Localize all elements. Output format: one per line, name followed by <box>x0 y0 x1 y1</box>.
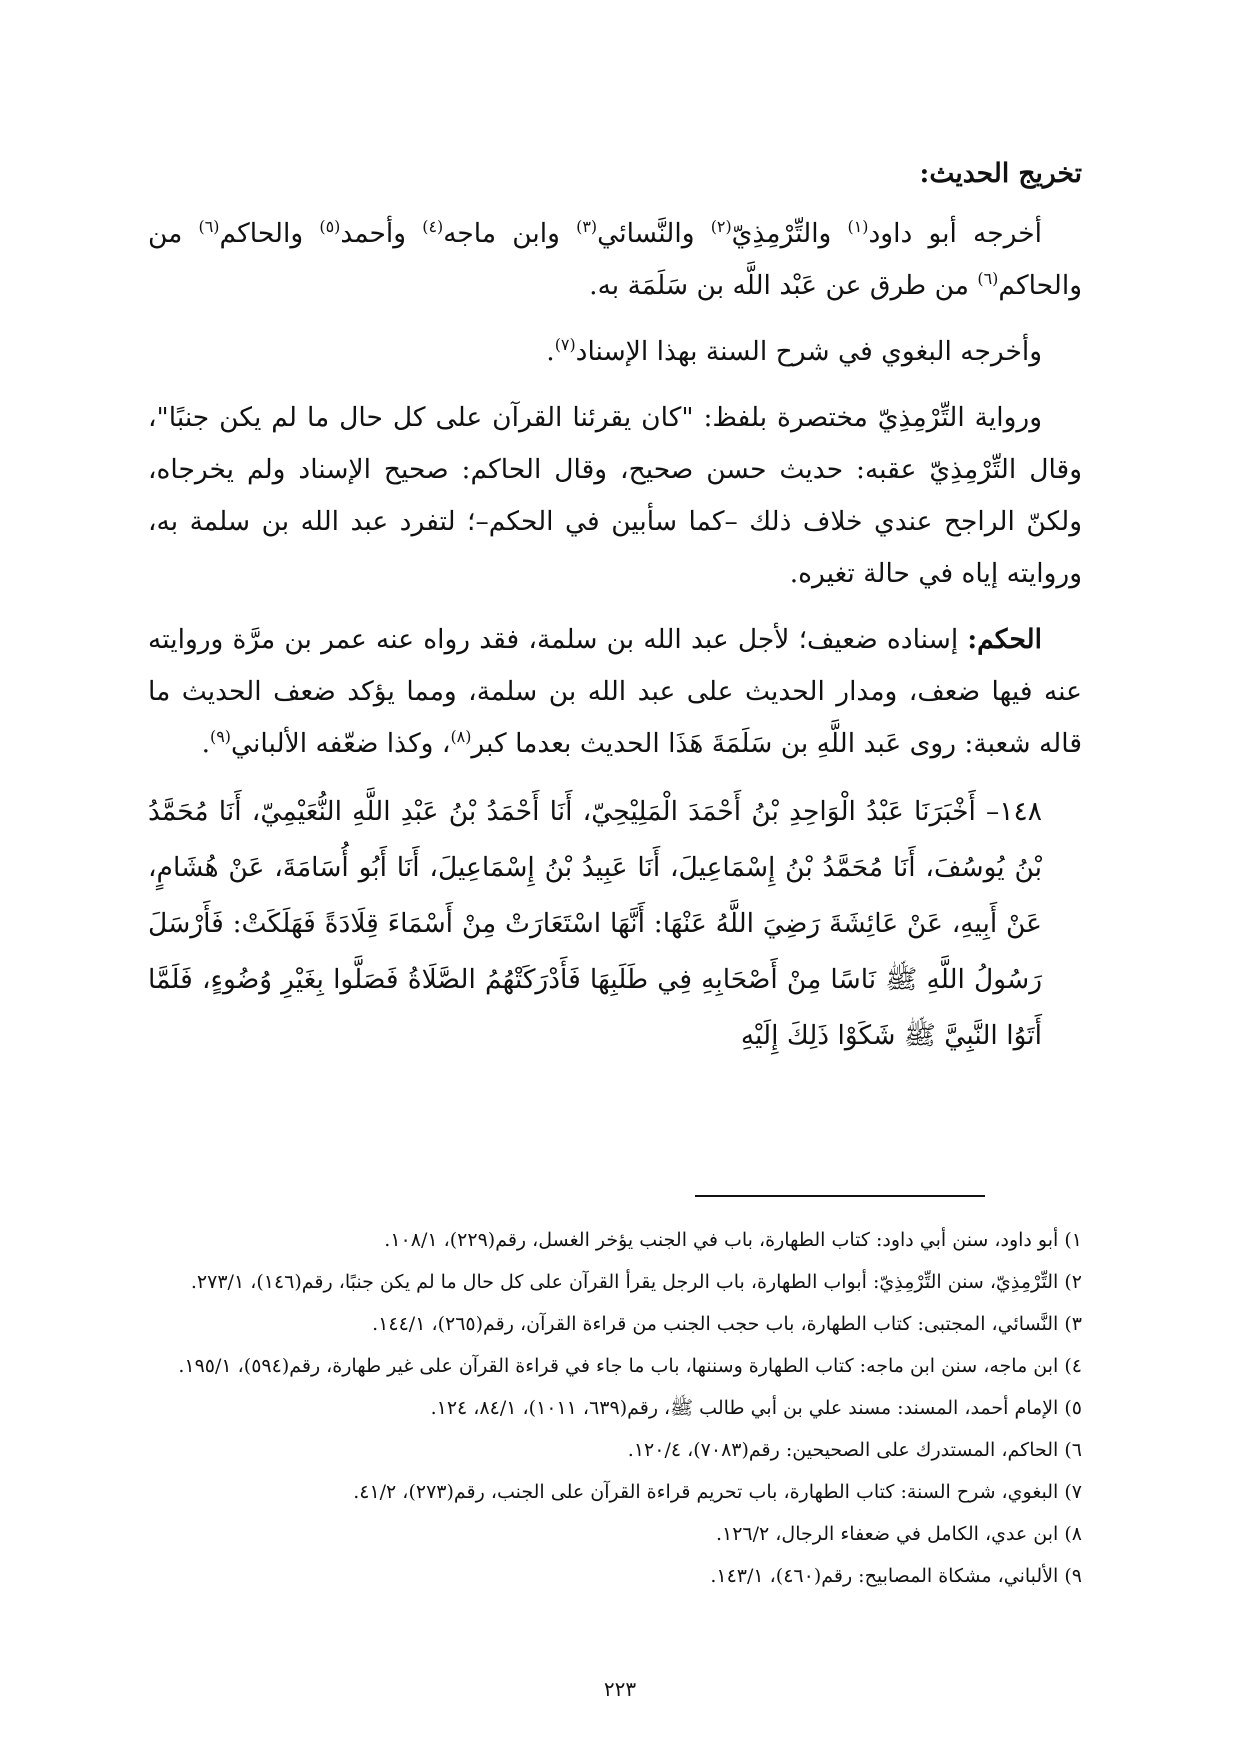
footnote-2: ٢) التِّرْمِذِيّ، سنن التِّرْمِذِيّ: أبواب الطهارة، باب الرجل يقرأ القرآن على كل حال ما لم يكن جنبًا، رقم(١٤٦)، ٢٧٣/١. <box>190 1271 1082 1293</box>
footnote-ref[interactable]: (٦) <box>977 269 999 289</box>
footnote-3: ٣) النَّسائي، المجتبى: كتاب الطهارة، باب حجب الجنب من قراءة القرآن، رقم(٢٦٥)، ١٤٤/١. <box>372 1313 1082 1335</box>
footnote-ref[interactable]: (٥) <box>319 217 341 237</box>
footnote-ref[interactable]: (٨) <box>450 727 472 747</box>
footnote-9: ٩) الألباني، مشكاة المصابيح: رقم(٤٦٠)، ١٤٣/١. <box>710 1565 1082 1587</box>
tirmidhi-paragraph: ورواية التِّرْمِذِيّ مختصرة بلفظ: "كان يقرئنا القرآن على كل حال ما لم يكن جنبًا"، وقال التِّرْمِذِيّ عقبه: حديث حسن صحيح، وقال الحاكم: صحيح الإسناد ولم يخرجاه، ولكنّ الراجح عندي خلاف ذلك –كما سأبين في الحكم–؛ لتفرد عبد الله بن سلمة به، وروايته إياه في حالة تغيره. <box>148 402 1082 589</box>
footnote-ref[interactable]: (٣) <box>576 217 598 237</box>
footnote-ref[interactable]: (١) <box>847 217 869 237</box>
text-run: وابن ماجه <box>443 218 577 249</box>
footnote-ref[interactable]: (٦) <box>198 217 220 237</box>
text-run: إسناده ضعيف؛ لأجل عبد الله بن سلمة، فقد رواه عنه عمر بن مرَّة وروايته عنه فيها ضعف، ومدار الحديث على عبد الله بن سلمة، ومما يؤكد ضعف الحديث ما قاله شعبة: روى عَبد اللَّهِ بن سَلَمَةَ هَذَا الحديث بعدما كبر <box>148 624 1082 759</box>
ruling-paragraph <box>148 614 1082 770</box>
text-run: وأخرجه البغوي في شرح السنة بهذا الإسناد <box>575 336 1042 367</box>
text-run: ، وكذا ضعّفه الألباني <box>230 728 451 759</box>
text-run: . <box>546 336 555 367</box>
text-run: والنَّسائي <box>597 218 711 249</box>
section-heading: تخريج الحديث: <box>919 158 1082 189</box>
footnote-8: ٨) ابن عدي، الكامل في ضعفاء الرجال، ١٢٦/٢. <box>715 1523 1082 1545</box>
main-text <box>148 148 1082 1078</box>
footnote-1: ١) أبو داود، سنن أبي داود: كتاب الطهارة، باب في الجنب يؤخر الغسل، رقم(٢٢٩)، ١٠٨/١. <box>384 1229 1082 1251</box>
footnote-6: ٦) الحاكم، المستدرك على الصحيحين: رقم(٧٠٨٣)، ١٢٠/٤. <box>627 1439 1082 1461</box>
footnotes <box>148 1222 1082 1600</box>
text-run: من والحاكم <box>148 218 1082 301</box>
footnote-separator <box>695 1195 985 1197</box>
footnote-ref[interactable]: (٢) <box>710 217 732 237</box>
baghawi-paragraph <box>148 326 1082 378</box>
takhrij-paragraph <box>148 208 1082 312</box>
footnote-7: ٧) البغوي، شرح السنة: كتاب الطهارة، باب تحريم قراءة القرآن على الجنب، رقم(٢٧٣)، ٤١/٢. <box>353 1481 1082 1503</box>
page-number: ٢٢٣ <box>603 1677 637 1701</box>
ruling-label: الحكم: <box>967 624 1042 655</box>
footnote-ref[interactable]: (٤) <box>422 217 444 237</box>
text-run: أخرجه أبو داود <box>868 218 1043 249</box>
text-run: والتِّرْمِذِيّ <box>731 218 848 249</box>
hadith-148: ١٤٨– أَخْبَرَنَا عَبْدُ الْوَاحِدِ بْنُ أَحْمَدَ الْمَلِيْحِيّ، أَنَا أَحْمَدُ بْنُ عَبْدِ اللَّهِ النُّعَيْمِيّ، أَنَا مُحَمَّدُ بْنُ يُوسُفَ، أَنَا مُحَمَّدُ بْنُ إِسْمَاعِيلَ، أَنَا عَبِيدُ بْنُ إِسْمَاعِيلَ، أَنَا أَبُو أُسَامَةَ، عَنْ هُشَامٍ، عَنْ أَبِيهِ، عَنْ عَائِشَةَ رَضِيَ اللَّهُ عَنْهَا: أَنَّهَا اسْتَعَارَتْ مِنْ أَسْمَاءَ قِلَادَةً فَهَلَكَتْ: فَأَرْسَلَ رَسُولُ اللَّهِ ﷺ نَاسًا مِنْ أَصْحَابِهِ فِي طَلَبِهَا فَأَدْرَكَتْهُمُ الصَّلَاةُ فَصَلَّوا بِغَيْرِ وُضُوءٍ، فَلَمَّا أَتَوُا النَّبِيَّ ﷺ شَكَوْا ذَلِكَ إِلَيْهِ <box>148 796 1042 1051</box>
text-run: . <box>201 728 211 759</box>
text-run: وأحمد <box>340 218 423 249</box>
footnote-ref[interactable]: (٩) <box>210 727 231 747</box>
footnote-5: ٥) الإمام أحمد، المسند: مسند علي بن أبي طالب ﷺ، رقم(٦٣٩، ١٠١١)، ٨٤/١، ١٢٤. <box>430 1397 1082 1419</box>
text-run: والحاكم <box>219 218 320 249</box>
footnote-4: ٤) ابن ماجه، سنن ابن ماجه: كتاب الطهارة وسننها، باب ما جاء في قراءة القرآن على غير طهارة، رقم(٥٩٤)، ١٩٥/١. <box>178 1355 1082 1377</box>
footnote-ref[interactable]: (٧) <box>554 335 576 355</box>
text-run: من طرق عن عَبْد اللَّه بن سَلَمَة به. <box>589 270 978 301</box>
